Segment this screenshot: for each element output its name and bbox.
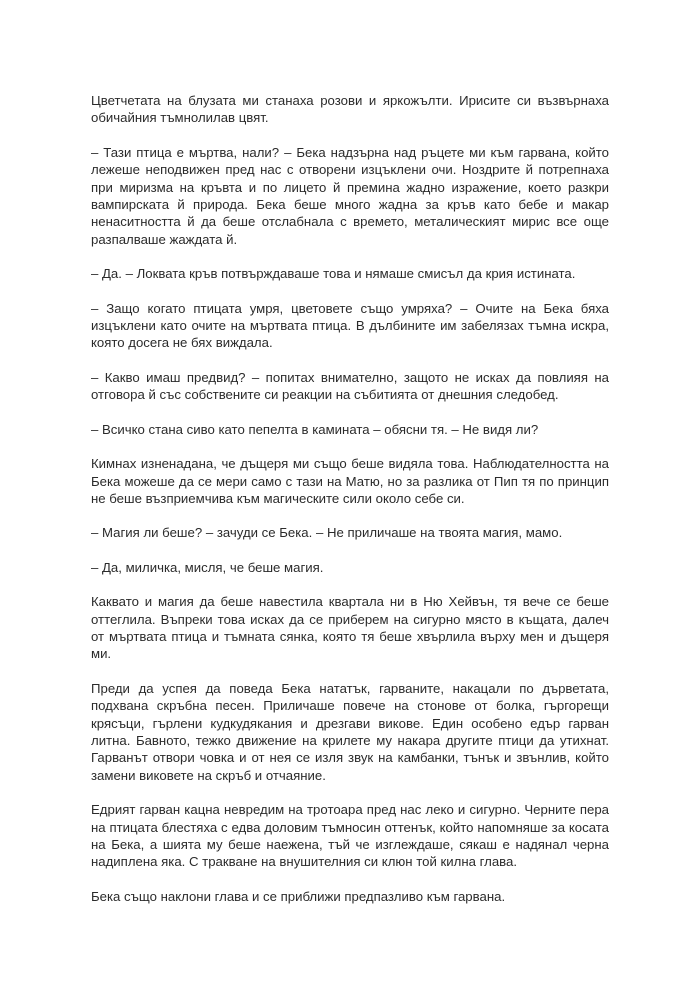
paragraph: – Защо когато птицата умря, цветовете също умряха? – Очите на Бека бяха изцъклени като очите на мъртвата птица. В дълбините им забелязах тъмна искра, която досега не бях виждала. — [91, 300, 609, 351]
paragraph: – Да, миличка, мисля, че беше магия. — [91, 559, 324, 575]
paragraph: Бека също наклони глава и се приближи предпазливо към гарвана. — [91, 888, 506, 904]
paragraph: Кимнах изненадана, че дъщеря ми също беше видяла това. Наблюдателността на Бека можеше да се мери само с тази на Матю, но за разлика от Пип тя по принцип не беше възприемчива към магическите сили около себе си. — [91, 456, 609, 506]
paragraph: Каквато и магия да беше навестила квартала ни в Ню Хейвън, тя вече се беше оттеглила. Въпреки това исках да се приберем на сигурно място в къщата, далеч от мъртвата птица и тъмната сянка, която тя беше хвърлила върху мен и дъщеря ми. — [91, 594, 609, 662]
paragraph: – Тази птица е мъртва, нали? – Бека надзърна над ръцете ми към гарвана, който лежеше неподвижен пред нас с отворени изцъклени очи. Ноздрите й потрепнаха при миризма на кръвта и по лицето й премина жадно изражение, което разкри вампирската й природа. Бека беше много жадна за кръв като бебе и макар ненаситността й да беше отслабнала с времето, металическият мирис все още разпалваше жаждата й. — [91, 144, 609, 247]
paragraph: – Всичко стана сиво като пепелта в камината – обясни тя. – Не видя ли? — [91, 421, 539, 437]
paragraph: Преди да успея да поведа Бека нататък, гарваните, накацали по дърветата, подхвана скръбна песен. Приличаше повече на стонове от болка, гъргорещи крясъци, гърлени кудкудякания и дрезгави викове. Един особено едър гарван литна. Бавното, тежко движение на крилете му накара другите птици да утихнат. Гарванът отвори човка и от нея се изля звук на камбанки, тънък и звънлив, който замени виковете на скръб и отчаяние. — [91, 680, 609, 783]
paragraph: – Какво имаш предвид? – попитах внимателно, защото не исках да повлияя на отговора й със собствените си реакции на събитията от днешния следобед. — [91, 369, 609, 403]
paragraph: Цветчетата на блузата ми станаха розови и яркожълти. Ирисите си възвърнаха обичайния тъмнолилав цвят. — [91, 93, 609, 126]
paragraph: Едрият гарван кацна невредим на тротоара пред нас леко и сигурно. Черните пера на птицата блестяха с едва доловим тъмносин оттенък, който напомняше за косата на Бека, а шията му беше наежена, тъй че изглеждаше, сякаш е надянал черна надиплена яка. С тракване на внушителния си клюн той килна глава. — [91, 802, 609, 870]
paragraph: – Да. – Локвата кръв потвърждаваше това и нямаше смисъл да крия истината. — [91, 266, 576, 282]
paragraph: – Магия ли беше? – зачуди се Бека. – Не приличаше на твоята магия, мамо. — [91, 525, 563, 541]
document-page — [91, 92, 609, 922]
